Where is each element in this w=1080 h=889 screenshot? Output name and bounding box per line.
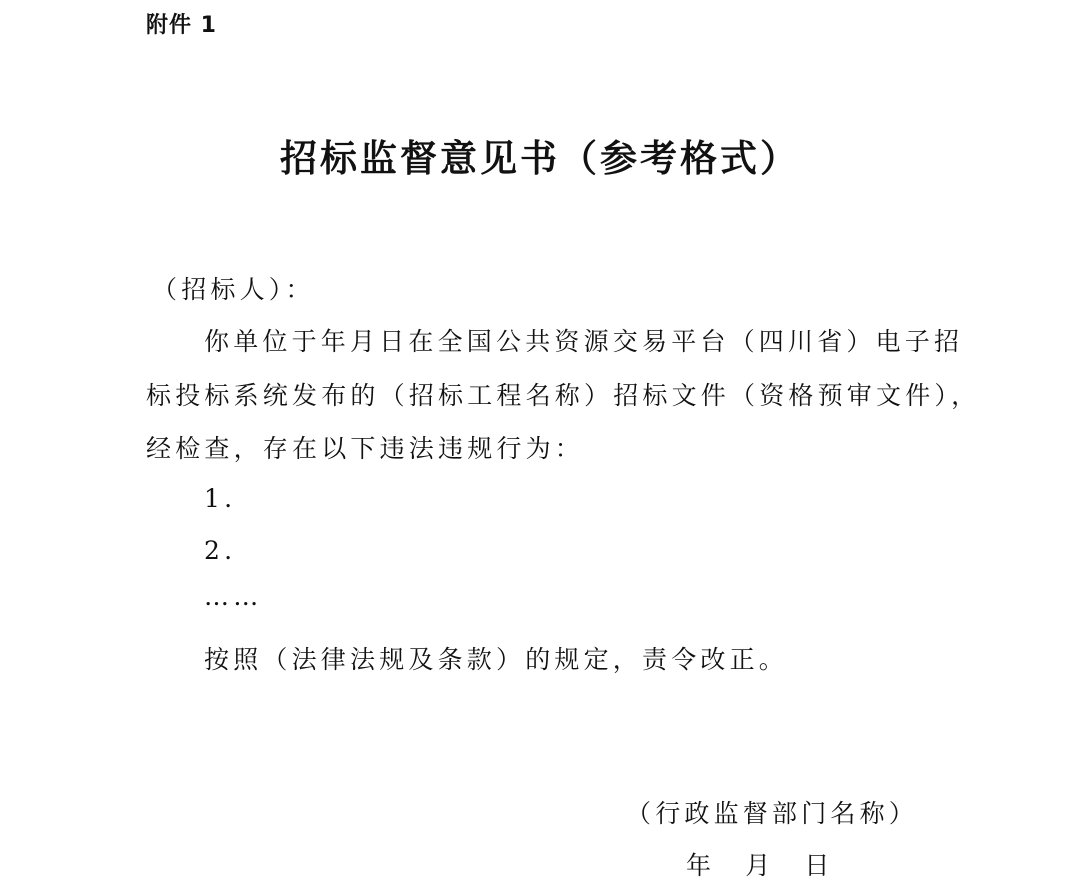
date-line (686, 846, 834, 882)
date-month: 月 (745, 851, 775, 880)
paragraph-line-2: 标投标系统发布的（招标工程名称）招标文件（资格预审文件）， (146, 381, 981, 410)
order-statement: 按照（法律法规及条款）的规定，责令改正。 (204, 645, 789, 674)
paragraph-line-1: 你单位于年月日在全国公共资源交易平台（四川省）电子招 (204, 327, 964, 356)
date-year: 年 (686, 851, 716, 880)
list-item-1: 1. (204, 484, 237, 513)
date-day: 日 (804, 851, 834, 880)
paragraph-line-3: 经检查，存在以下违法违规行为： (146, 434, 585, 463)
recipient-line: （招标人）： (152, 275, 315, 304)
signature-department: （行政监督部门名称） (626, 799, 919, 828)
list-item-ellipsis: …… (204, 582, 263, 611)
list-item-2: 2. (204, 536, 237, 565)
attachment-label: 附件 1 (146, 13, 217, 38)
document-title: 招标监督意见书（参考格式） (280, 137, 800, 180)
